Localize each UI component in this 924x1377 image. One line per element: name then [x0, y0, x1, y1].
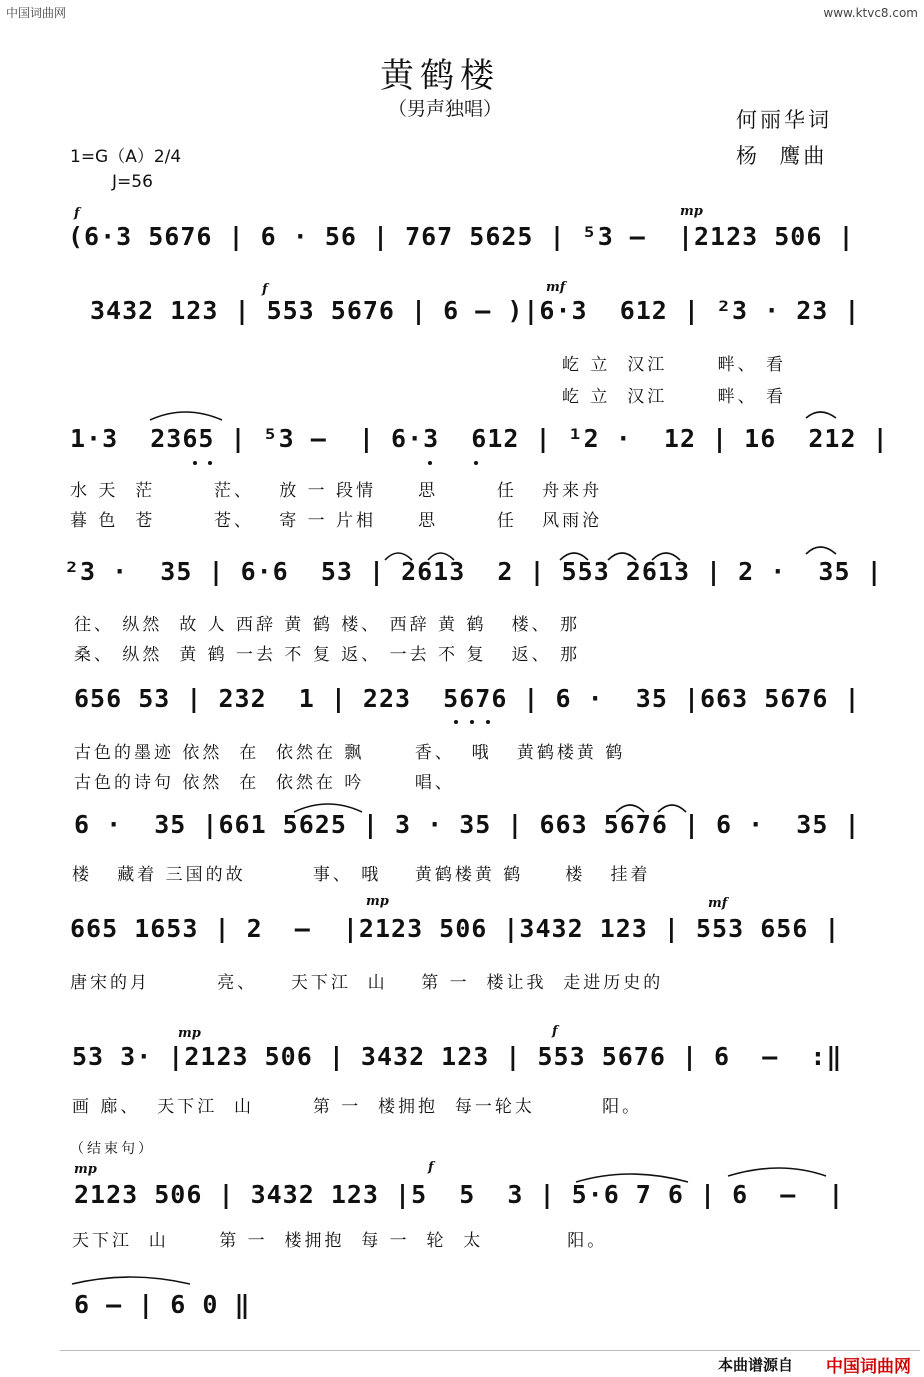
score-line-7: 665 1653 | 2 – |2123 506 |3432 123 | 553 656 | [70, 914, 841, 943]
slur-mark [294, 804, 362, 812]
slur-mark [428, 553, 454, 560]
slur-mark [385, 553, 412, 560]
lyric-line: 楼 藏着 三国的故 事、 哦 黄鹤楼黄 鹤 楼 挂着 [72, 865, 651, 885]
lyric-line: 古色的墨迹 依然 在 依然在 飘 香、 哦 黄鹤楼黄 鹤 [74, 743, 626, 763]
dynamic-mark: mp [680, 204, 703, 219]
score-line-3: 1·3 2365 | ⁵3 – | 6·3 612 | ¹2 · 12 | 16 212 | [70, 424, 889, 453]
dynamic-mark: mp [366, 894, 389, 909]
lyric-line: 暮 色 苍 苍、 寄 一 片相 思 任 风雨沧 [70, 511, 603, 531]
score-line-10: 6 – | 6 0 ‖ [74, 1290, 251, 1319]
slur-mark [608, 553, 636, 560]
dynamic-mark: mp [178, 1026, 201, 1041]
lyric-line: 天下江 山 第 一 楼拥抱 每 一 轮 太 阳。 [72, 1231, 608, 1251]
lyric-line: 屹 立 汉江 畔、 看 [562, 387, 787, 407]
composer-credit: 杨 鹰曲 [736, 144, 828, 168]
lyric-line: 画 廊、 天下江 山 第 一 楼拥抱 每一轮太 阳。 [72, 1097, 643, 1117]
tempo-marking: J=56 [112, 172, 153, 192]
slur-mark [576, 1174, 688, 1182]
song-subtitle: （男声独唱） [388, 98, 503, 120]
score-line-4: ²3 · 35 | 6·6 53 | 2613 2 | 553 2613 | 2 · 35 | [64, 557, 883, 586]
slur-mark [806, 412, 836, 418]
score-line-2: 3432 123 | 553 5676 | 6 – )|6·3 612 | ²3 · 23 | [90, 296, 861, 325]
lyric-line: 唐宋的月 亮、 天下江 山 第 一 楼让我 走进历史的 [70, 973, 664, 993]
key-signature: 1=G（A）2/4 [70, 147, 182, 167]
lyricist-credit: 何丽华词 [736, 108, 832, 132]
slur-mark [72, 1277, 190, 1284]
score-line-5: 656 53 | 232 1 | 223 5676 | 6 · 35 |663 5676 | [74, 684, 861, 713]
score-line-6: 6 · 35 |661 5625 | 3 · 35 | 663 5676 | 6 · 35 | [74, 810, 861, 839]
lyric-line: 往、 纵然 故 人 西辞 黄 鹤 楼、 西辞 黄 鹤 楼、 那 [74, 615, 581, 635]
watermark-left: 中国词曲网 [6, 6, 67, 20]
lyric-line: 古色的诗句 依然 在 依然在 吟 唱、 [74, 773, 455, 793]
slur-mark [560, 553, 588, 560]
dynamic-mark: f [552, 1024, 558, 1039]
footer-source-label: 本曲谱源自 [718, 1356, 794, 1374]
slur-mark [728, 1168, 826, 1176]
lyric-line: 屹 立 汉江 畔、 看 [562, 355, 787, 375]
slur-mark [652, 553, 680, 560]
slur-mark [150, 412, 222, 420]
watermark-right: www.ktvc8.com [823, 6, 918, 20]
dynamic-mark: f [428, 1160, 434, 1175]
dynamic-mark: mf [546, 280, 566, 295]
footer-divider [60, 1350, 920, 1351]
slur-mark [616, 805, 644, 812]
dynamic-mark: f [262, 282, 268, 297]
dynamic-mark: f [74, 206, 80, 221]
song-title: 黄鹤楼 [380, 56, 500, 96]
score-line-1: (6·3 5676 | 6 · 56 | 767 5625 | ⁵3 – |2123 506 | [68, 222, 855, 251]
score-line-8: 53 3· |2123 506 | 3432 123 | 553 5676 | 6 – :‖ [72, 1042, 843, 1071]
slur-mark [806, 547, 836, 554]
footer-site-link[interactable]: 中国词曲网 [826, 1357, 911, 1377]
slur-mark [658, 805, 686, 812]
ending-label: （结束句） [70, 1141, 155, 1157]
dynamic-mark: mf [708, 896, 728, 911]
lyric-line: 水 天 茫 茫、 放 一 段情 思 任 舟来舟 [70, 481, 603, 501]
score-line-9: 2123 506 | 3432 123 |5 5 3 | 5·6 7 6 | 6 – | [74, 1180, 845, 1209]
dynamic-mark: mp [74, 1162, 97, 1177]
lyric-line: 桑、 纵然 黄 鹤 一去 不 复 返、 一去 不 复 返、 那 [74, 645, 581, 665]
